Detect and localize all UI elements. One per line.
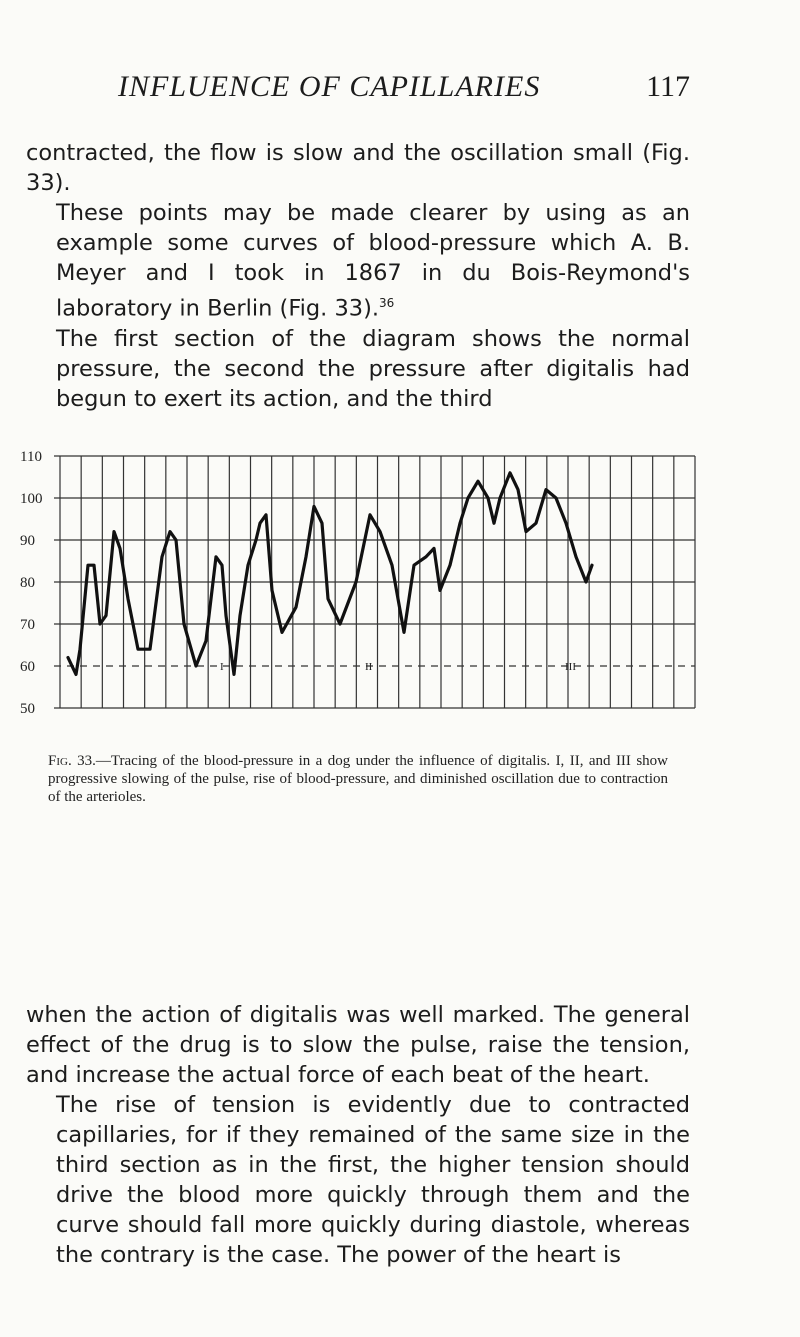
pressure-tracing-line (68, 473, 592, 675)
running-title: INFLUENCE OF CAPILLARIES (118, 70, 541, 103)
y-tick-label: 80 (20, 575, 35, 591)
footnote-ref: 36 (379, 296, 395, 310)
tracing-grid (54, 456, 695, 708)
paragraph-example (26, 198, 690, 324)
y-axis-labels (20, 449, 43, 717)
section-label: II (365, 661, 373, 673)
page-header (118, 70, 690, 114)
blood-pressure-tracing-figure (20, 446, 700, 746)
paragraph-digitalis-effect: when the action of digitalis was well marked. The general effect of the drug is to slow the pulse, raise the tension, and increase the actual force of each beat of the heart. (26, 1002, 690, 1088)
figure-caption (48, 752, 668, 806)
y-tick-label: 50 (20, 701, 35, 717)
figure-caption-text: —Tracing of the blood-pressure in a dog under the influence of digitalis. I, II, and III show progressive slowing of the pulse, rise of blood-pressure, and diminished oscillation due to contraction of the arterioles. (48, 753, 669, 805)
section-label: I (220, 661, 224, 673)
y-tick-label: 60 (20, 659, 35, 675)
figure-label: Fig. 33. (48, 753, 96, 769)
bottom-text-block (26, 1000, 690, 1270)
y-tick-label: 100 (20, 491, 43, 507)
page-number: 117 (646, 70, 690, 103)
y-tick-label: 90 (20, 533, 35, 549)
section-label: III (565, 661, 576, 673)
paragraph-continued: contracted, the flow is slow and the oscillation small (Fig. 33). (26, 140, 690, 196)
paragraph-example-text: These points may be made clearer by using as an example some curves of blood-pressure which A. B. Meyer and I took in 1867 in du Bois-Reymond's laboratory in Berlin (Fig. 33). (56, 200, 690, 322)
top-text-block (26, 138, 690, 414)
y-tick-label: 110 (20, 449, 42, 465)
y-tick-label: 70 (20, 617, 35, 633)
paragraph-tension: The rise of tension is evidently due to contracted capillaries, for if they remained of the same size in the third section as in the first, the higher tension should drive the blood more quickly through them and the curve should fall more quickly during diastole, whereas the contrary is the case. The power of the heart is (56, 1092, 690, 1268)
paragraph-sections: The first section of the diagram shows the normal pressure, the second the pressure after digitalis had begun to exert its action, and the third (56, 325, 690, 412)
